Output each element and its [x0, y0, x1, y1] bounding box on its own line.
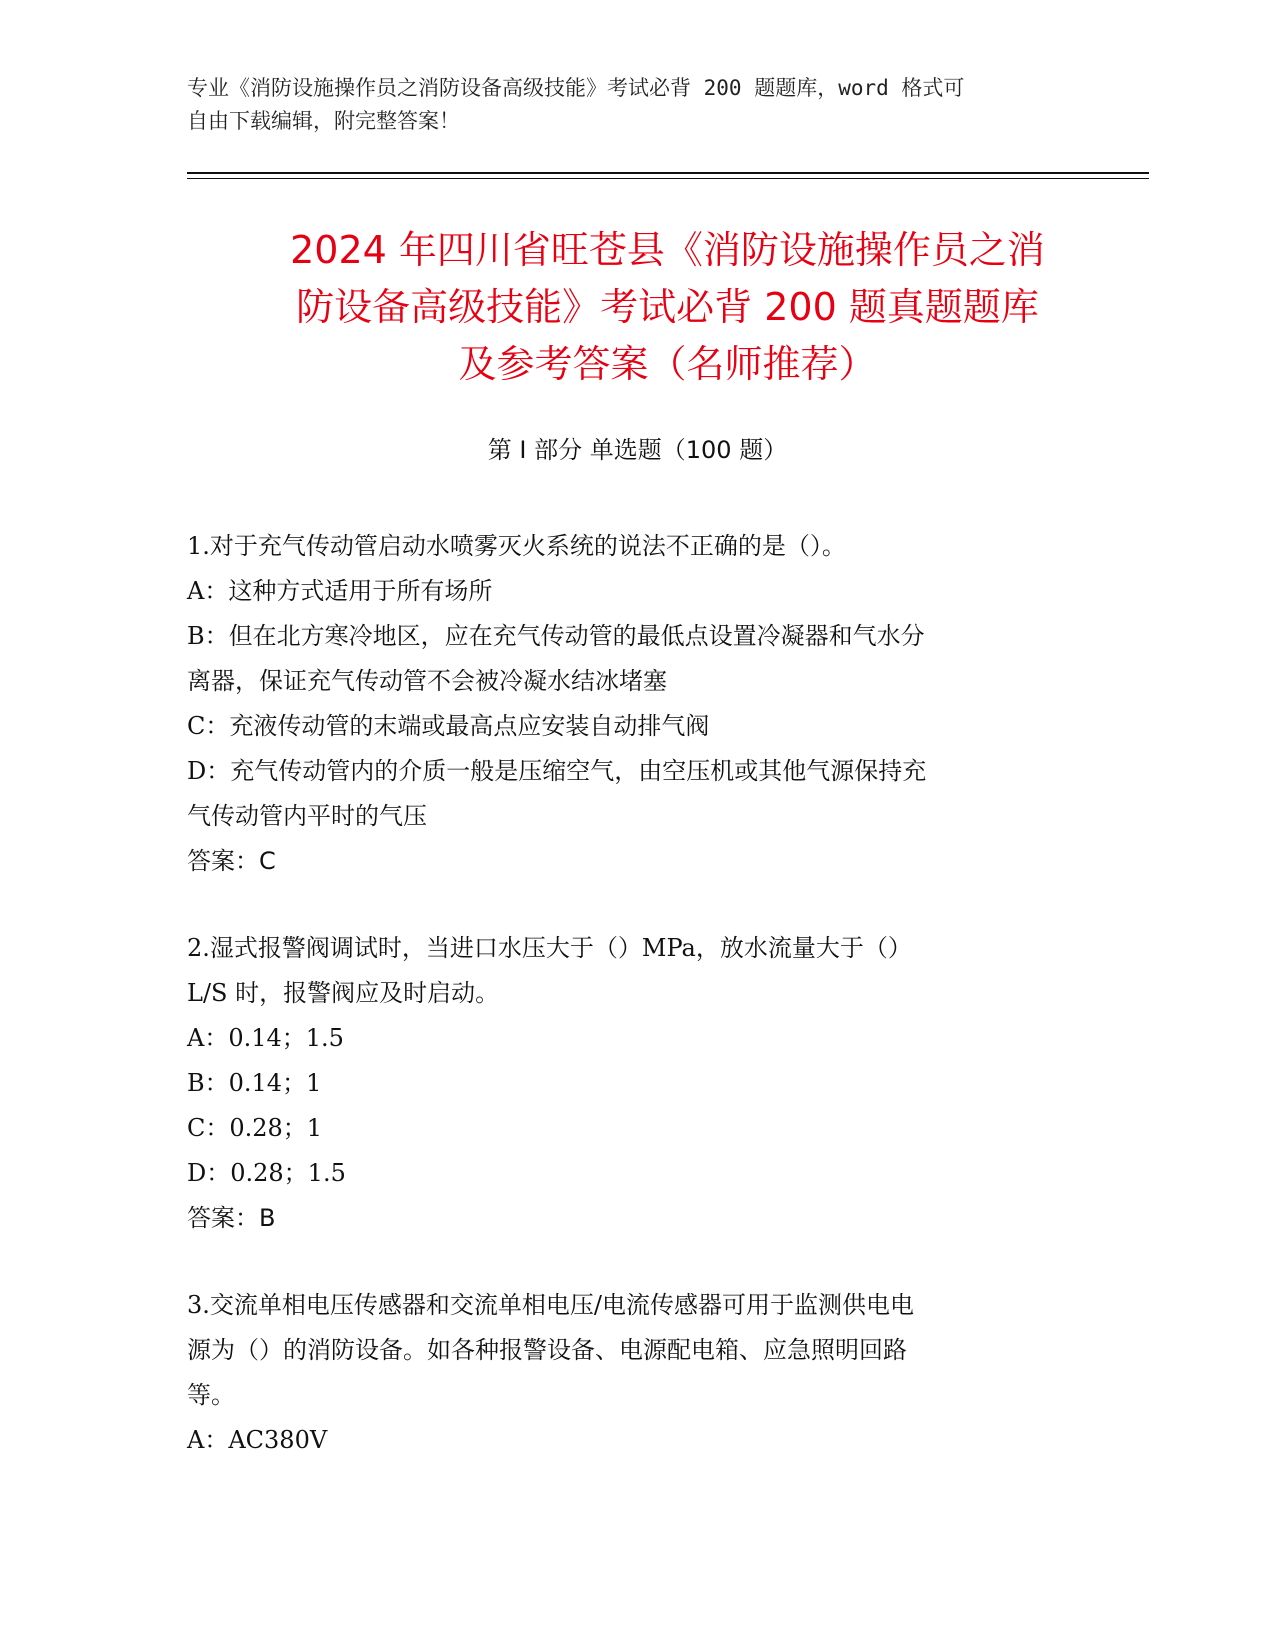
question-stem-continued: 等。	[187, 1381, 235, 1409]
header-note-line: 自由下载编辑，附完整答案！	[187, 109, 460, 133]
question-stem-continued: L/S 时，报警阀应及时启动。	[187, 979, 500, 1007]
option-b-continued: 离器，保证充气传动管不会被冷凝水结冰堵塞	[187, 667, 667, 695]
question-3	[187, 1283, 1087, 1463]
answer: 答案：B	[187, 1204, 276, 1232]
question-1	[187, 524, 1087, 884]
option-a: A：0.14；1.5	[187, 1024, 344, 1052]
option-a: A：AC380V	[187, 1426, 328, 1454]
header-note	[187, 72, 1087, 138]
option-d: D：0.28；1.5	[187, 1159, 346, 1187]
document-title	[160, 222, 1175, 393]
document-title-line: 及参考答案（名师推荐）	[458, 342, 877, 386]
option-b: B：0.14；1	[187, 1069, 322, 1097]
question-stem: 1.对于充气传动管启动水喷雾灭火系统的说法不正确的是（）。	[187, 532, 846, 560]
option-d: D：充气传动管内的介质一般是压缩空气，由空压机或其他气源保持充	[187, 757, 927, 785]
question-list	[187, 524, 1087, 1463]
document-title-line: 防设备高级技能》考试必背 200 题真题题库	[296, 285, 1039, 329]
section-title: 第 I 部分 单选题（100 题）	[487, 436, 788, 464]
question-stem: 3.交流单相电压传感器和交流单相电压/电流传感器可用于监测供电电	[187, 1291, 914, 1319]
header-divider-thick	[187, 172, 1149, 174]
option-b: B：但在北方寒冷地区，应在充气传动管的最低点设置冷凝器和气水分	[187, 622, 925, 650]
option-c: C：充液传动管的末端或最高点应安装自动排气阀	[187, 712, 710, 740]
question-gap	[187, 884, 1087, 926]
header-note-line: 专业《消防设施操作员之消防设备高级技能》考试必背 200 题题库，word 格式可	[187, 76, 965, 100]
question-gap	[187, 1241, 1087, 1283]
document-title-line: 2024 年四川省旺苍县《消防设施操作员之消	[290, 228, 1045, 272]
question-2	[187, 926, 1087, 1241]
option-d-continued: 气传动管内平时的气压	[187, 802, 427, 830]
option-a: A：这种方式适用于所有场所	[187, 577, 493, 605]
question-stem: 2.湿式报警阀调试时，当进口水压大于（）MPa，放水流量大于（）	[187, 934, 912, 962]
question-stem-continued: 源为（）的消防设备。如各种报警设备、电源配电箱、应急照明回路	[187, 1336, 907, 1364]
option-c: C：0.28；1	[187, 1114, 323, 1142]
header-divider-thin	[187, 178, 1149, 179]
answer: 答案：C	[187, 847, 276, 875]
